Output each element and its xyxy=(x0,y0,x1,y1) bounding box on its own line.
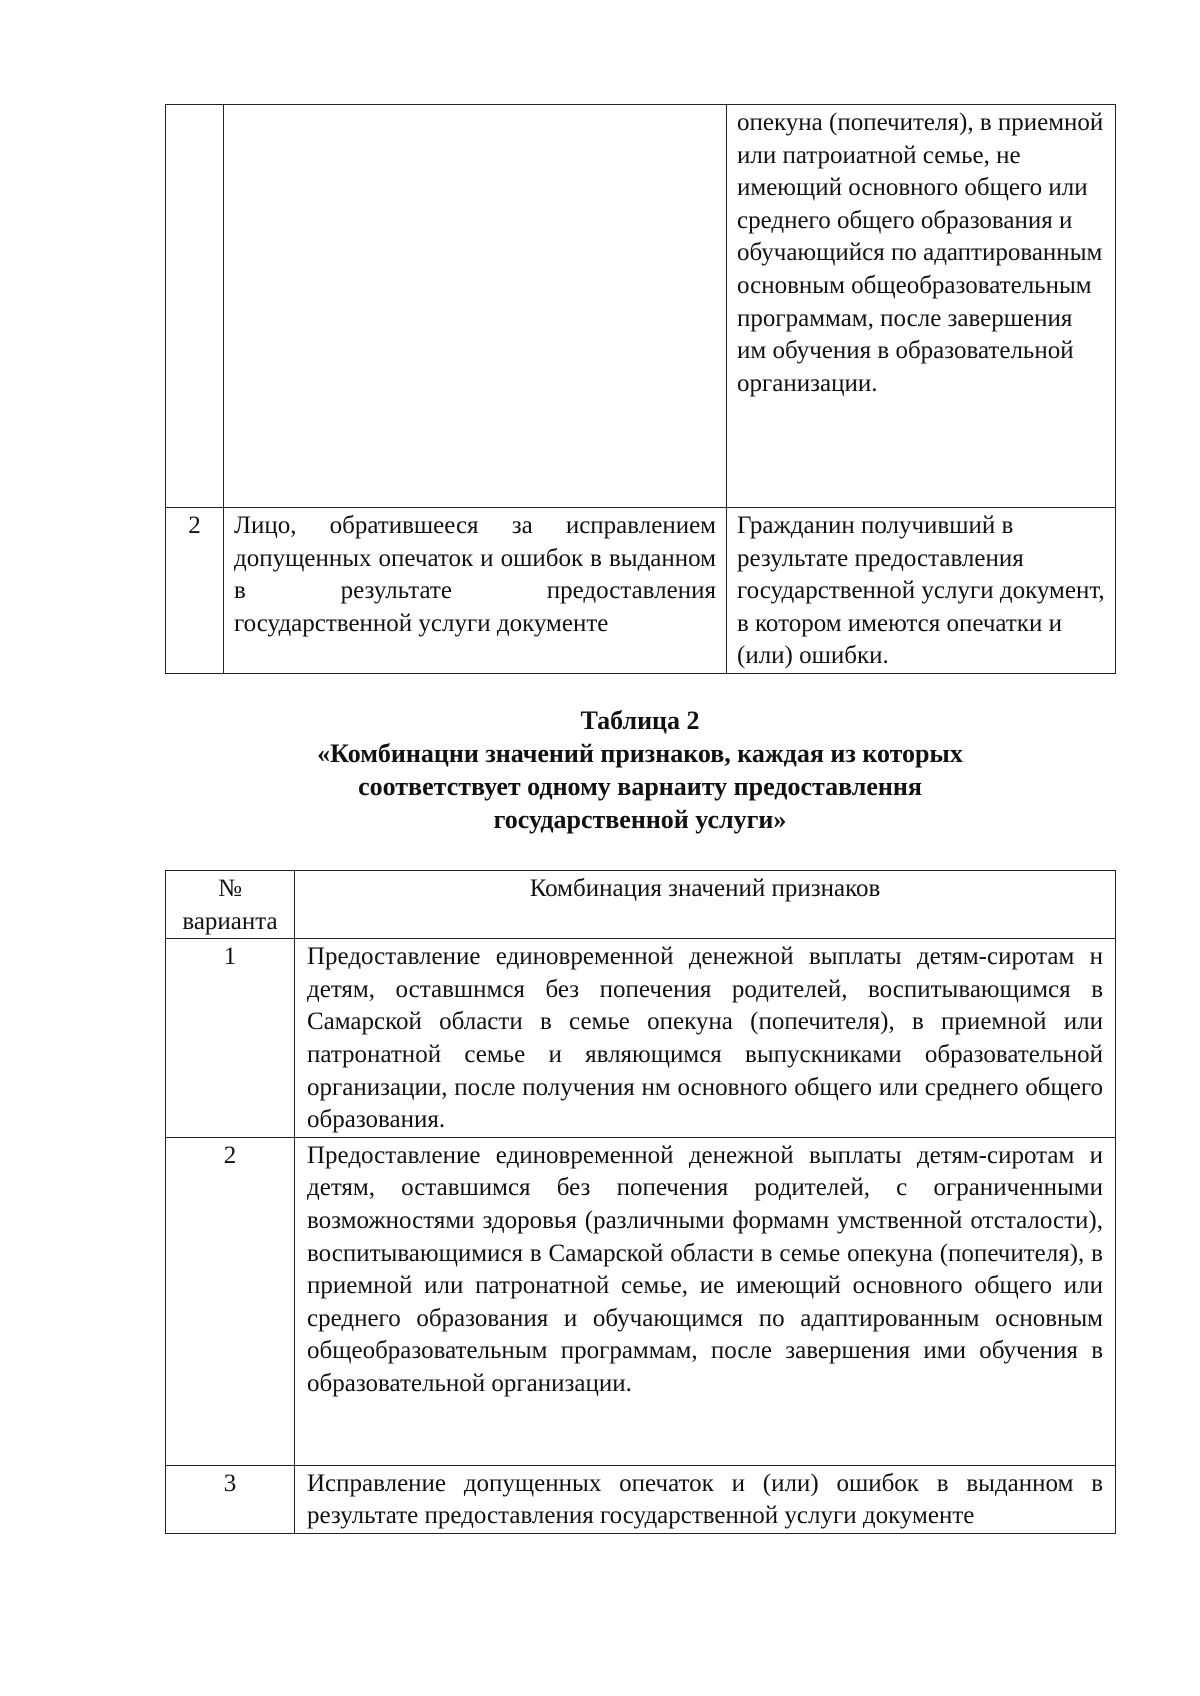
table-2-title-line: «Комбинацни значений признаков, каждая из которых xyxy=(317,739,963,768)
combination-cell: Исправление допущенных опечаток и (или) ошибок в выданном в результате предоставления государственной услуги документе xyxy=(295,1465,1116,1533)
table-row xyxy=(166,105,1116,508)
table-row xyxy=(166,508,1116,674)
applicant-categories-table-continued xyxy=(165,104,1116,674)
variant-number-cell: 3 xyxy=(166,1465,295,1533)
combination-cell: Предоставление единовременной денежной выплаты детям-сиротам и детям, оставшимся без попечения родителей, с ограниченными возможностями здоровья (различными формамн умственной отсталости), воспитывающимися в Самарской области в семье опекуна (попечителя), в приемной или патронатной семье, ие имеющий основного общего или среднего образования и обучающимся по адаптированным основным общеобразовательным программам, после завершения ими обучения в образовательной организации. xyxy=(295,1137,1116,1465)
combination-cell: Предоставление единовременной денежной выплаты детям-сиротам н детям, оставшнмся без попечения родителей, воспитывающимся в Самарской области в семье опекуна (попечителя), в приемной или патронатной семье и являющимся выпускниками образовательной организации, после получения нм основного общего или среднего общего образования. xyxy=(295,939,1116,1138)
variant-number-header: № варианта xyxy=(166,871,295,939)
table-2-number: Таблица 2 xyxy=(580,706,700,735)
applicant-description-cell: Лицо, обратившееся за исправлением допущенных опечаток и ошибок в выданном в результате предоставления государственной услуги документе xyxy=(224,508,727,674)
table-2-caption xyxy=(165,704,1115,836)
row-number-cell xyxy=(166,105,224,508)
variant-combinations-table xyxy=(165,870,1116,1534)
table-2-title-line: государственной услуги» xyxy=(493,805,787,834)
table-2-title-line: соответствует одному варнаиту предоставлення xyxy=(358,772,922,801)
applicant-category-cell: опекуна (попечителя), в приемной или патроиатной семье, не имеющий основного общего или среднего общего образования и обучающийся по адаптированным основным общеобразовательным программам, после завершения им обучения в образовательной организации. xyxy=(727,105,1116,508)
variant-number-cell: 1 xyxy=(166,939,295,1138)
combination-header: Комбинация значений признаков xyxy=(295,871,1116,939)
applicant-category-cell: Гражданин получивший в результате предоставления государственной услуги документ, в котором имеются опечатки и (или) ошибки. xyxy=(727,508,1116,674)
table-row xyxy=(166,939,1116,1138)
table-row xyxy=(166,1137,1116,1465)
row-number-cell: 2 xyxy=(166,508,224,674)
applicant-description-cell xyxy=(224,105,727,508)
variant-number-cell: 2 xyxy=(166,1137,295,1465)
table-header-row xyxy=(166,871,1116,939)
table-row xyxy=(166,1465,1116,1533)
